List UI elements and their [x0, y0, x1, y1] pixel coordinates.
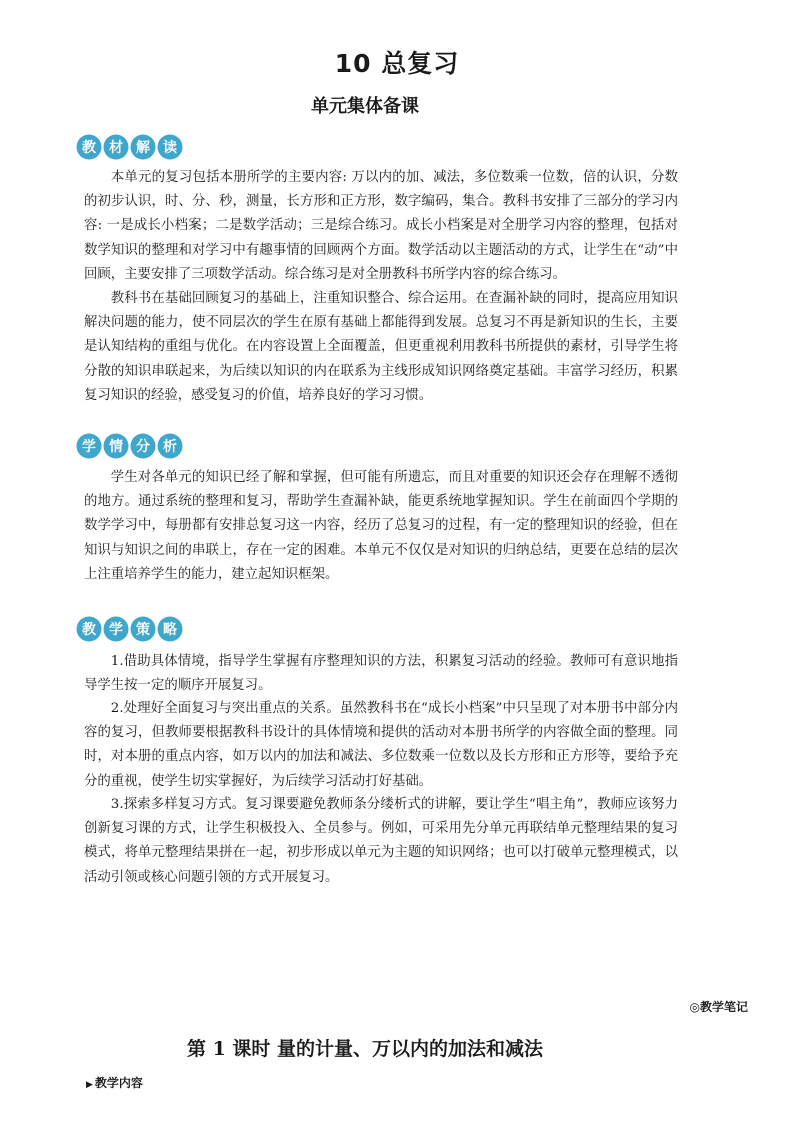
badge-char: 教: [82, 622, 96, 638]
section-badge-textbook: [76, 134, 184, 160]
triangle-bullet-icon: ▶: [86, 1080, 93, 1090]
paragraph: 教科书在基础回顾复习的基础上，注重知识整合、综合运用。在查漏补缺的同时，提高应用知识解决问题的能力，使不同层次的学生在原有基础上都能得到发展。总复习不再是新知识的生长，主要是认知结构的重组与优化。在内容设置上全面覆盖，但更重视利用教科书所提供的素材，引导学生将分散的知识串联起来，为后续以知识的内在联系为主线形成知识网络奠定基础。丰富学习经历，积累复习知识的经验，感受复习的价值，培养良好的学习习惯。: [84, 291, 678, 403]
badge-char: 略: [163, 622, 177, 638]
unit-subtitle: 单元集体备课: [311, 96, 419, 117]
badge-graphic: [76, 433, 184, 459]
badge-char: 情: [109, 439, 123, 455]
badge-char: 教: [82, 140, 96, 156]
badge-char: 分: [136, 439, 150, 455]
badge-char: 学: [109, 622, 123, 638]
badge-char: 策: [136, 622, 150, 638]
badge-char: 学: [82, 439, 96, 455]
paragraph: 1.借助具体情境，指导学生掌握有序整理知识的方法，积累复习活动的经验。教师可有意识地指导学生按一定的顺序开展复习。: [84, 654, 678, 694]
lesson-title: 第 1 课时 量的计量、万以内的加法和减法: [186, 1038, 544, 1060]
teaching-content-label: [86, 1074, 143, 1091]
content-label-text: 教学内容: [94, 1076, 143, 1090]
badge-char: 析: [163, 439, 177, 455]
unit-title: 10 总复习: [334, 49, 460, 78]
badge-char: 材: [109, 140, 123, 156]
paragraph: 学生对各单元的知识已经了解和掌握，但可能有所遗忘，而且对重要的知识还会存在理解不透彻的地方。通过系统的整理和复习，帮助学生查漏补缺，能更系统地掌握知识。学生在前面四个学期的数学学习中，每册都有安排总复习这一内容，经历了总复习的过程，有一定的整理知识的经验，但在知识与知识之间的串联上，存在一定的困难。本单元不仅仅是对知识的归纳总结，更要在总结的层次上注重培养学生的能力，建立起知识框架。: [84, 470, 678, 582]
paragraph: 3.探索多样复习方式。复习课要避免教师条分缕析式的讲解，要让学生“唱主角”，教师应该努力创新复习课的方式，让学生积极投入、全员参与。例如，可采用先分单元再联结单元整理结果的复习模式，将单元整理结果拼在一起，初步形成以单元为主题的知识网络；也可以打破单元整理模式，以活动引领或核心问题引领的方式开展复习。: [84, 797, 678, 885]
paragraph: 本单元的复习包括本册所学的主要内容: 万以内的加、减法，多位数乘一位数，倍的认识，分数的初步认识，时、分、秒，测量，长方形和正方形，数字编码，集合。教科书安排了三部分的学习内容: 一是成长小档案；二是数学活动；三是综合练习。成长小档案是对全册学习内容的整理，包括对数学知识的整理和对学习中有趣事情的回顾两个方面。数学活动以主题活动的方式，让学生在“动”中回顾，主要安排了三项数学活动。综合练习是对全册教科书所学内容的综合练习。: [84, 170, 678, 282]
paragraph: 2.处理好全面复习与突出重点的关系。虽然教科书在“成长小档案”中只呈现了对本册书中部分内容的复习，但教师要根据教科书设计的具体情境和提供的活动对本册书所学的内容做全面的整理。同时，对本册的重点内容，如万以内的加法和减法、多位数乘一位数以及长方形和正方形等，要给予充分的重视，使学生切实掌握好，为后续学习活动打好基础。: [84, 701, 678, 789]
badge-graphic: [76, 134, 184, 160]
teaching-notes-label: ◎教学笔记: [689, 1000, 748, 1014]
badge-graphic: [76, 616, 184, 642]
badge-char: 解: [136, 140, 150, 156]
section-badge-strategy: [76, 616, 184, 642]
section-badge-analysis: [76, 433, 184, 459]
badge-char: 读: [163, 140, 177, 156]
